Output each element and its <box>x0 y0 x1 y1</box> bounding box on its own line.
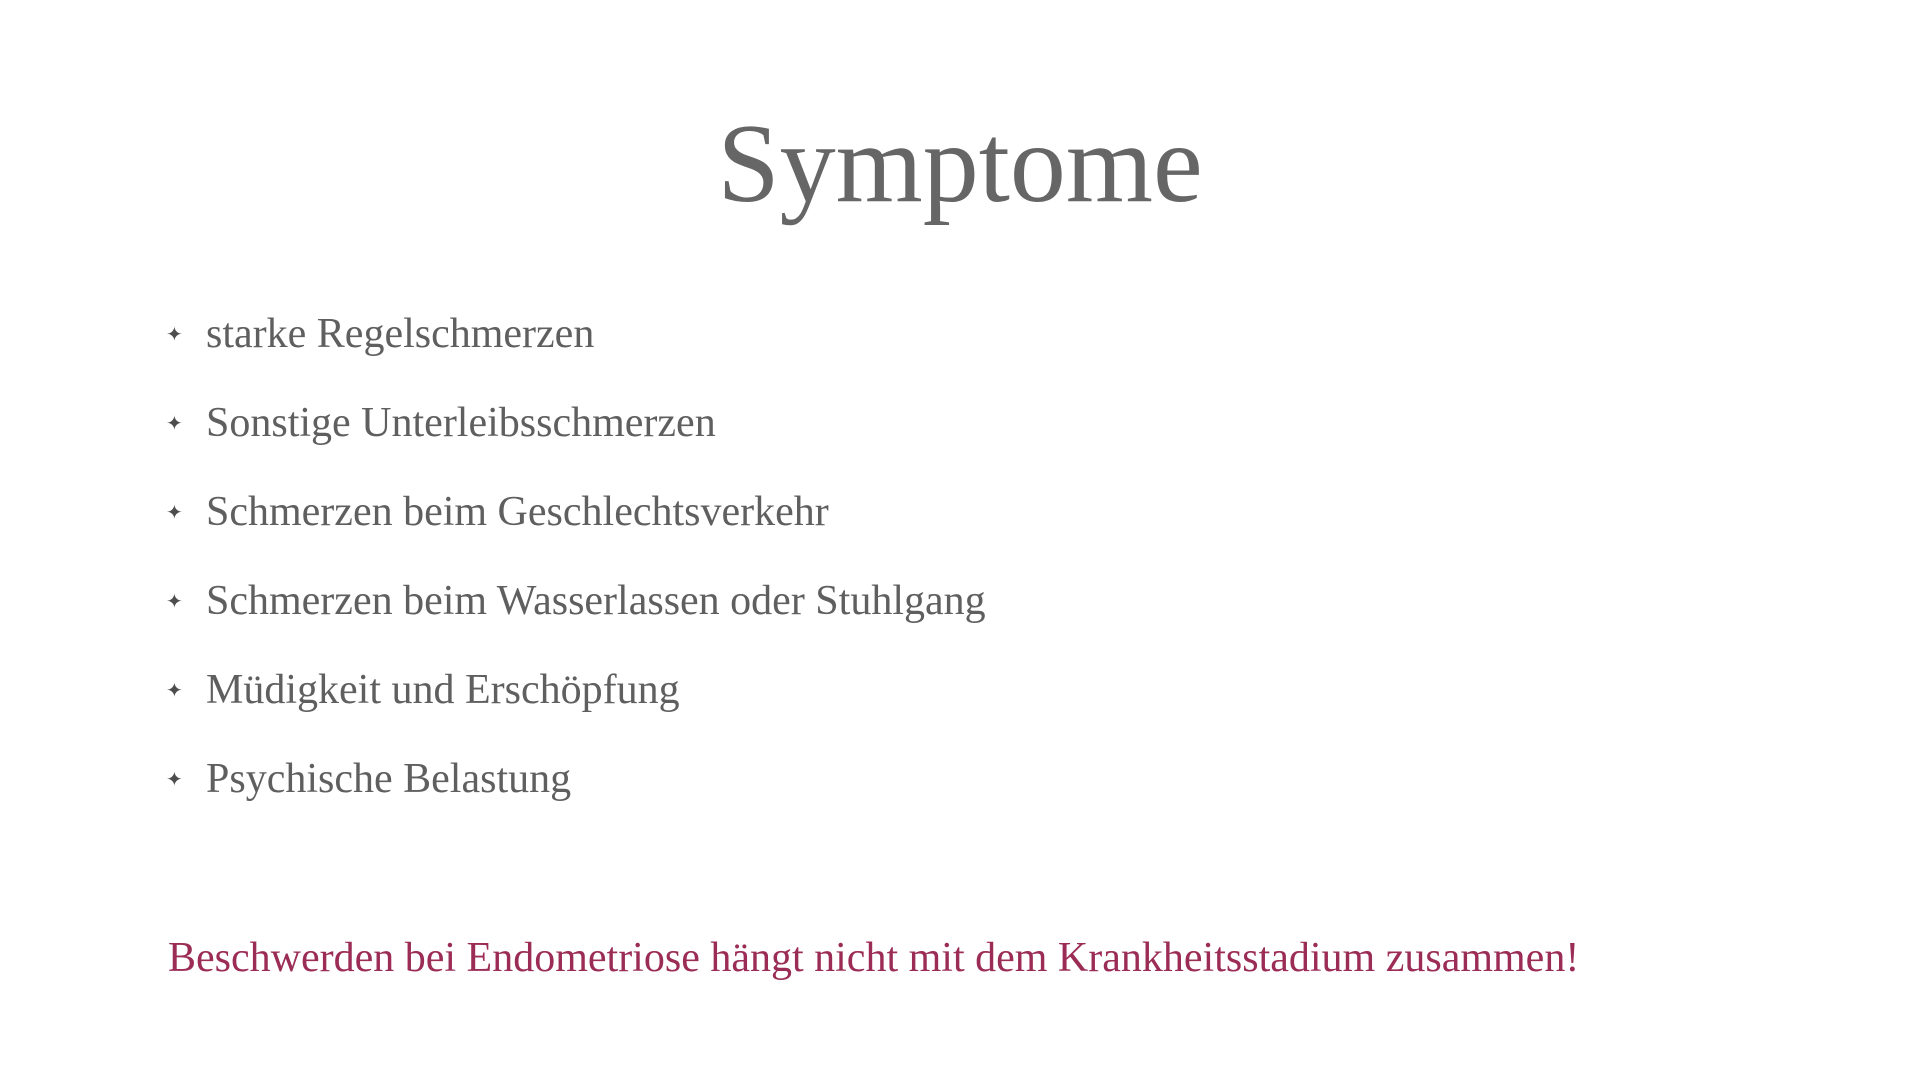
list-item-text: starke Regelschmerzen <box>206 311 595 357</box>
star-bullet-icon: ✦ <box>166 767 183 791</box>
symptom-list <box>166 304 986 838</box>
list-item-text: Schmerzen beim Wasserlassen oder Stuhlgang <box>206 578 986 624</box>
list-item <box>166 482 986 571</box>
list-item-text: Schmerzen beim Geschlechtsverkehr <box>206 489 829 535</box>
star-bullet-icon: ✦ <box>166 322 183 346</box>
star-bullet-icon: ✦ <box>166 678 183 702</box>
list-item <box>166 304 986 393</box>
list-item <box>166 660 986 749</box>
list-item-text: Sonstige Unterleibsschmerzen <box>206 400 716 446</box>
list-item <box>166 393 986 482</box>
star-bullet-icon: ✦ <box>166 500 183 524</box>
list-item-text: Müdigkeit und Erschöpfung <box>206 667 680 713</box>
highlight-note: Beschwerden bei Endometriose hängt nicht mit dem Krankheitsstadium zusammen! <box>168 935 1580 981</box>
list-item-text: Psychische Belastung <box>206 756 572 802</box>
star-bullet-icon: ✦ <box>166 411 183 435</box>
list-item <box>166 749 986 838</box>
list-item <box>166 571 986 660</box>
slide-title: Symptome <box>717 102 1203 226</box>
star-bullet-icon: ✦ <box>166 589 183 613</box>
